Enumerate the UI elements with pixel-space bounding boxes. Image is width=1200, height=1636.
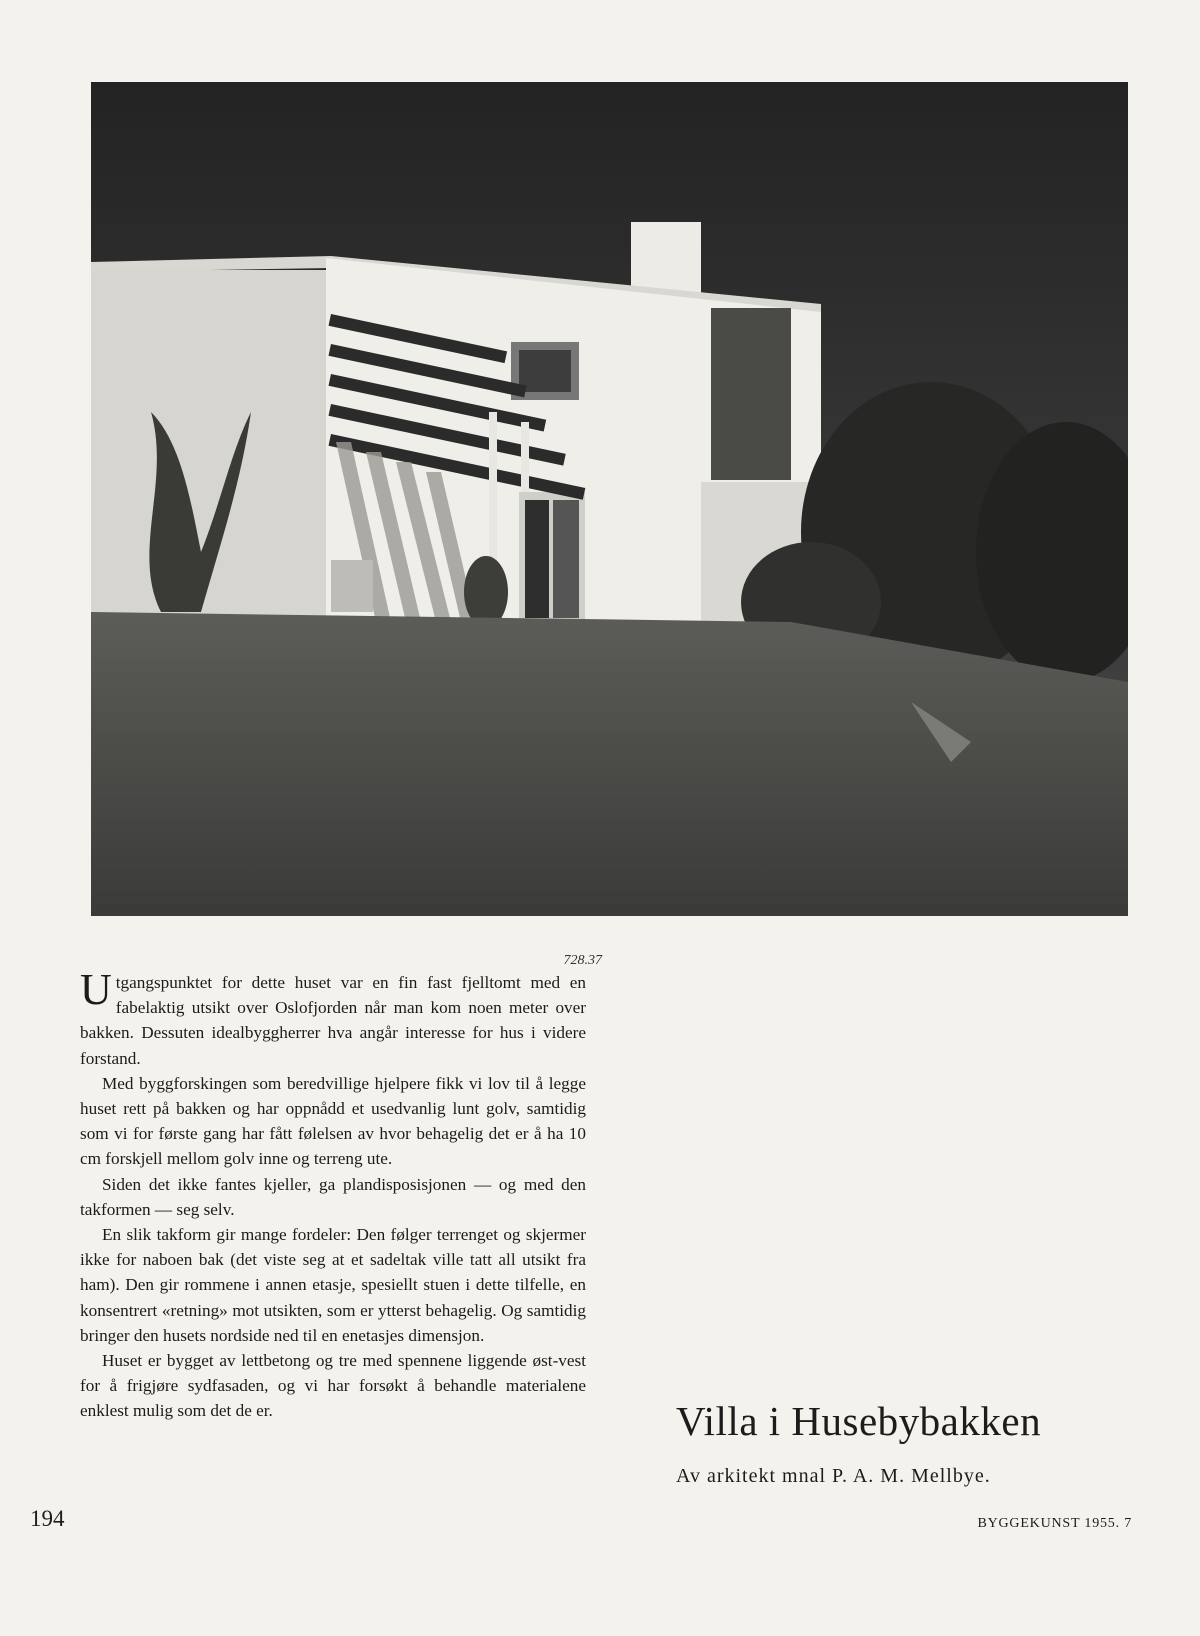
classification-code: 728.37 [563, 953, 602, 968]
article-paragraph [80, 965, 586, 1071]
paragraph-text: tgangspunktet for dette huset var en fin fast fjelltomt med en fabelaktig utsikt over Oslofjorden når man kom noen meter over bakken. Dessuten idealbyggherrer hva angår interesse for hus i videre forstand. [80, 973, 586, 1068]
article-byline: Av arkitekt mnal P. A. M. Mellbye. [676, 1465, 991, 1487]
article-paragraph: Siden det ikke fantes kjeller, ga plandisposisjonen — og med den takformen — seg selv. [80, 1174, 586, 1219]
article-body [80, 965, 586, 1424]
page-number: 194 [30, 1506, 65, 1531]
journal-footer: BYGGEKUNST 1955. 7 [977, 1516, 1132, 1531]
article-paragraph: Huset er bygget av lettbetong og tre med spennene liggende øst-vest for å frigjøre sydfasaden, og vi har forsøkt å behandle materialene enklest mulig som det de er. [80, 1351, 586, 1421]
article-title: Villa i Husebybakken [676, 1398, 1042, 1444]
house-photograph [91, 82, 1128, 916]
article-paragraph: Med byggforskingen som beredvillige hjelpere fikk vi lov til å legge huset rett på bakken og har oppnådd et usedvanlig lunt golv, samtidig som vi for første gang har fått følelsen av hvor behagelig det er å ha 10 cm forskjell mellom golv inne og terreng ute. [80, 1073, 586, 1169]
article-paragraph: En slik takform gir mange fordeler: Den følger terrenget og skjermer ikke for naboen bak (det viste seg at et sadeltak ville tatt all utsikt fra ham). Den gir rommene i annen etasje, spesiellt stuen i dette tilfelle, en konsentrert «retning» mot utsikten, som er ytterst behagelig. Og samtidig bringer den husets nordside ned til en enetasjes dimensjon. [80, 1225, 586, 1345]
drop-cap: U [80, 965, 112, 1014]
